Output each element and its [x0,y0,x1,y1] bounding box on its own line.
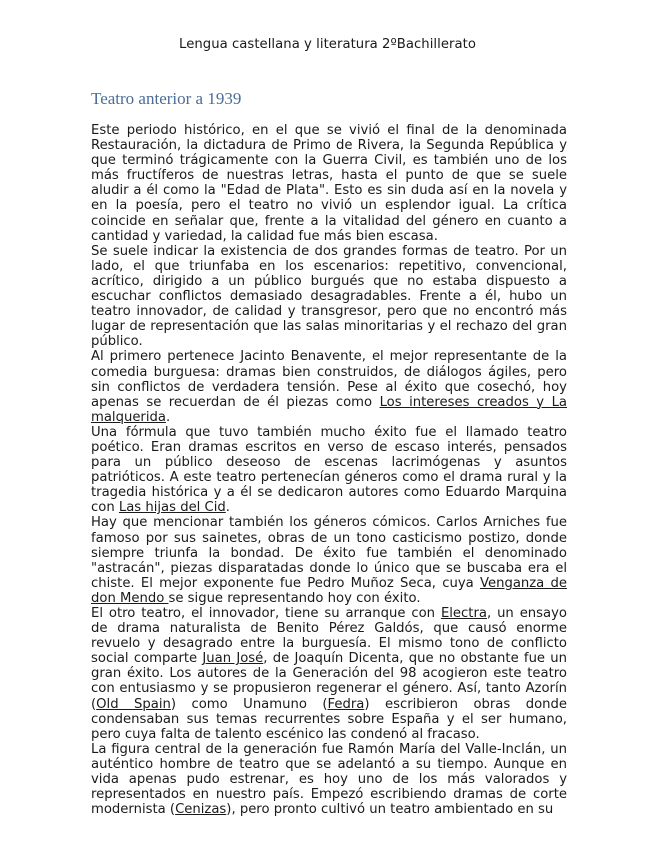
paragraph-teatro-poetico [91,425,567,516]
paragraph-intro [91,123,567,244]
work-title-old-spain: Old Spain [96,696,171,712]
work-title-electra: Electra [440,606,487,621]
text-run: La figura central de la generación fue Ramón María del Valle-Inclán, un auténtico hombre de teatro que se adelantó a su tiempo. Aunque en vida apenas pudo estrenar, es hoy uno de los más valorados y representados en nuestro país. Empezó escribiendo dramas de corte modernista ( [91,741,567,818]
work-title-cenizas: Cenizas [175,802,227,818]
paragraph-teatro-innovador [91,606,567,742]
paragraph-two-forms [91,244,567,350]
text-run: . [165,409,171,425]
text-run: Una fórmula que tuvo también mucho éxito fue el llamado teatro poético. Eran dramas escritos en verso de escaso interés, pensados para un público deseoso de escenas lacrimógenas y asuntos patrióticos. A este teatro pertenecían géneros como el drama rural y la tragedia histórica y a él se dedicaron autores como Eduardo Marquina con [91,424,567,516]
paragraph-benavente [91,349,567,424]
text-run: , un ensayo de drama naturalista de Benito Pérez Galdós, que causó enorme revuelo y desagrado entre la burguesía. El mismo tono de conflicto social comparte [91,606,567,667]
work-title-juan-jose: Juan José [202,651,264,667]
text-run: Hay que mencionar también los géneros cómicos. Carlos Arniches fue famoso por sus sainetes, obras de un tono casticismo postizo, donde siempre triunfa la bondad. De éxito fue también el denominado "astracán", piezas disparatadas donde lo único que se buscaba era el chiste. El mejor exponente fue Pedro Muñoz Seca, cuya [91,515,567,591]
running-header: Lengua castellana y literatura 2ºBachillerato [179,37,476,52]
text-run: Este periodo histórico, en el que se vivió el final de la denominada Restauración, la dictadura de Primo de Rivera, la Segunda República y que terminó trágicamente con la Guerra Civil, es también uno de los más fructíferos de nuestras letras, hasta el punto de que se suele aludir a él como la "Edad de Plata". Esto es sin duda así en la novela y en la poesía, pero el teatro no vivió un esplendor igual. La crítica coincide en señalar que, frente a la vitalidad del género en cuanto a cantidad y variedad, la calidad fue más bien escasa. [91,123,567,244]
paragraph-valle-inclan [91,742,567,817]
text-run: . [225,500,230,516]
text-run-underlined: y [536,394,552,410]
work-title-fedra: Fedra [327,696,365,712]
body-text [91,123,567,817]
section-title: Teatro anterior a 1939 [91,89,242,108]
text-run: Al primero pertenece Jacinto Benavente, el mejor representante de la comedia burguesa: dramas bien construidos, de diálogos ágiles, pero sin conflictos de verdadera tensión. Pese al éxito que cosechó, hoy apenas se recuerdan de él piezas como [91,349,567,410]
paragraph-generos-comicos [91,515,567,606]
text-run: ), pero pronto cultivó un teatro ambientado en su [226,802,554,818]
work-title-venganza-de-don-mendo: Venganza de don Mendo [91,575,567,606]
text-run: El otro teatro, el innovador, tiene su arranque con [91,606,441,621]
text-run: se sigue representando hoy con éxito. [168,590,421,606]
text-run: ) escribieron obras donde condensaban sus temas recurrentes sobre España y el ser humano, pero cuya falta de talento escénico las condenó al fracaso. [91,696,567,742]
work-title-la-malquerida: La malquerida [91,394,567,425]
work-title-las-hijas-del-cid: Las hijas del Cid [118,500,226,516]
text-run: Se suele indicar la existencia de dos grandes formas de teatro. Por un lado, el que triunfaba en los escenarios: repetitivo, convencional, acrítico, dirigido a un público burgués que no estaba dispuesto a escuchar conflictos demasiado desagradables. Frente a él, hubo un teatro innovador, de calidad y transgresor, pero que no encontró más lugar de representación que las salas minoritarias y el rechazo del gran público. [91,243,567,350]
text-run: , de Joaquín Dicenta, que no obstante fue un gran éxito. Los autores de la Generación del 98 acogieron este teatro con entusiasmo y se propusieron regenerar el género. Así, tanto Azorín ( [91,651,567,712]
work-title-los-intereses-creados: Los intereses creados [379,394,537,410]
text-run: ) como Unamuno ( [170,696,328,712]
